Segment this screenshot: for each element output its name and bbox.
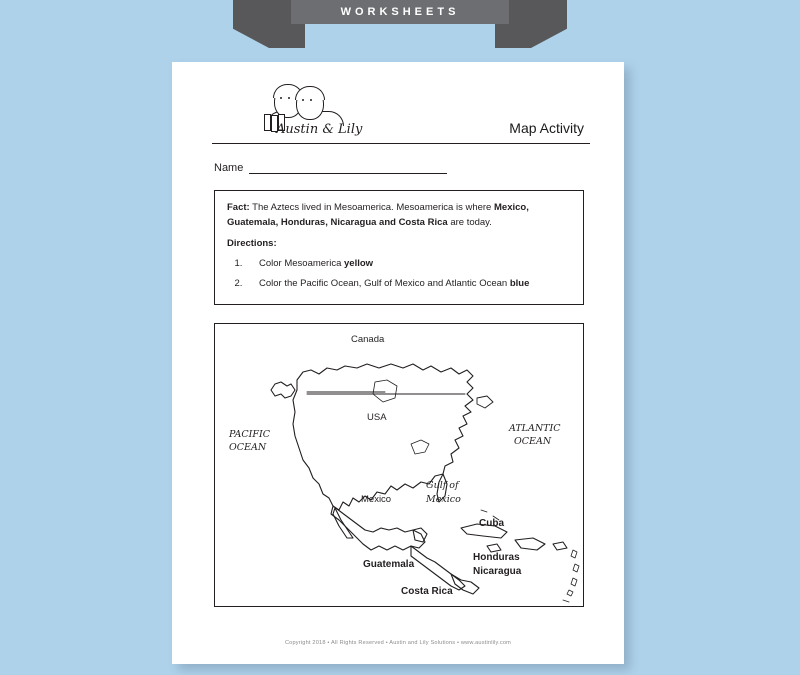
map-label-nicaragua: Nicaragua — [473, 565, 522, 577]
fact-countries: Mexico, Guatemala, Honduras, Nicaragua and Costa Rica — [227, 202, 529, 228]
fact-paragraph — [227, 201, 571, 230]
directions-label: Directions: — [227, 238, 277, 250]
direction-2-keyword: blue — [509, 277, 530, 289]
map-label-pacific-ocean: OCEAN — [229, 441, 267, 453]
map-label-gulf-mexico: Mexico — [426, 493, 461, 505]
banner-label: WORKSHEETS — [340, 6, 460, 18]
direction-1-keyword: yellow — [344, 258, 374, 270]
map-label-atlantic: ATLANTIC — [509, 422, 561, 434]
directions-list — [227, 257, 571, 291]
logo-eye-4 — [310, 99, 312, 101]
fact-text-2: are today. — [447, 216, 492, 228]
brand-logo — [248, 84, 388, 140]
worksheets-banner — [0, 0, 800, 52]
map-label-pacific: PACIFIC — [229, 428, 271, 440]
brand-name: Austin & Lily — [276, 122, 363, 137]
copyright-footer: Copyright 2018 • All Rights Reserved • Austin and Lily Solutions • www.austinlily.com — [284, 640, 512, 646]
logo-eye-2 — [288, 97, 290, 99]
map-label-canada: Canada — [351, 333, 385, 345]
fact-text-1: The Aztecs lived in Mesoamerica. Mesoamerica is where — [249, 202, 494, 213]
name-label: Name — [214, 162, 244, 174]
logo-eye-1 — [280, 97, 282, 99]
map-figure — [214, 323, 584, 607]
map-label-usa: USA — [367, 411, 387, 423]
fact-label: Fact: — [227, 202, 250, 213]
worksheet-header — [206, 84, 590, 146]
direction-item-1 — [245, 257, 571, 272]
fact-directions-box — [214, 190, 584, 305]
banner-center — [291, 0, 509, 24]
name-field-row — [214, 162, 590, 174]
map-label-honduras: Honduras — [473, 551, 520, 563]
map-label-costa-rica: Costa Rica — [401, 585, 453, 597]
worksheet-page — [172, 62, 624, 664]
map-label-atlantic-ocean: OCEAN — [514, 435, 552, 447]
map-label-gulf-of: Gulf of — [426, 479, 459, 491]
name-input-blank[interactable] — [249, 162, 447, 174]
map-label-guatemala: Guatemala — [363, 558, 415, 570]
logo-illustration-icon — [262, 84, 346, 118]
header-divider — [212, 143, 590, 144]
page-title: Map Activity — [509, 120, 584, 136]
direction-1-text: Color Mesoamerica — [259, 258, 344, 270]
map-label-mexico: Mexico — [361, 493, 392, 505]
logo-eye-3 — [302, 99, 304, 101]
direction-2-text: Color the Pacific Ocean, Gulf of Mexico and Atlantic Ocean — [259, 277, 510, 289]
logo-hair-right — [295, 86, 325, 100]
map-label-cuba: Cuba — [479, 517, 504, 529]
direction-item-2 — [245, 277, 571, 292]
